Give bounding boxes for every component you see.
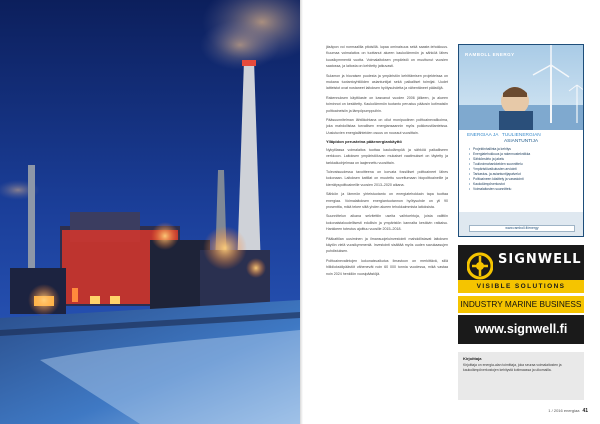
article-paragraph: Pääsuunnitelman lähtökohtana on ollut monipuolinen polttoainevalikoima, joka mahdollistaa turvallisen energiansaannin myös poikkeustilanteissa. Uusiutuvien energialähteiden osuus on noussut vuosittain. bbox=[326, 118, 448, 135]
article-paragraph: Polttoainevalintojen kokonaisvaikutus ilmastoon on merkittävä, sillä hiilidioksidipäästöt vähenevät noin 60 000 tonnia vuodessa, mikä vastaa noin 2024 henkilön vuosipäästöjä. bbox=[326, 258, 448, 276]
article-body bbox=[326, 44, 448, 416]
page-gutter bbox=[300, 0, 303, 424]
ramboll-heading-line: TUULIENERGIAN bbox=[501, 133, 541, 138]
article-paragraph: Pääkattilan uusiminen ja ilmansuojeluinvestointi mahdollistavat laitoksen käytön vielä vuosikymmeniä. Investointi sisältää myös uuden savukaasujen puhdistuksen. bbox=[326, 236, 448, 254]
list-item: • Sähkönsiirto ja jakelu bbox=[469, 157, 575, 162]
ramboll-heading-line: ASIANTUNTIJA bbox=[503, 139, 539, 144]
ramboll-service-list bbox=[459, 145, 583, 192]
list-item: • Projektinhallinta ja kehitys bbox=[469, 147, 575, 152]
article-paragraph: jäsäpon voi normaalilla pitoisillä. lupaa ominaisuus sekä saaste-tehokkuus. Kuumaa voimalaitos on tuottanut alueen kaukolämmön ja sähköä lähes kuusikymmentä vuotta. Voimalaitoksen ympäristö on muuttunut vuosien saatossa, ja laitosta on kehitetty jatkuvasti. bbox=[326, 45, 448, 69]
signwell-ad[interactable] bbox=[458, 245, 584, 344]
ramboll-heading-line: ENERGIAA JA bbox=[467, 133, 499, 138]
list-item: • Energiatehokkuus ja rakennustekniikka bbox=[469, 152, 575, 157]
article-paragraph: Nykytilassa voimalaitos tuottaa kaukolämpöä ja sähköä paikalliseen verkkoon. Laitoksen ympäristöluvan mukaiset vaatimukset on täytetty ja tarkkailuohjelmaa on laajennettu vuosittain. bbox=[326, 147, 448, 165]
ramboll-heading bbox=[459, 130, 583, 145]
list-item: • Tarkastus- ja asiantuntijapalvelut bbox=[469, 172, 575, 177]
signwell-header bbox=[458, 245, 584, 293]
signwell-logo-icon bbox=[467, 251, 493, 281]
article-paragraph: Sähkön ja lämmön yhteistuotanto on energiatehokkain tapa tuottaa energiaa. Voimalaitoksen energiantuotannon hyötysuhde on yli 90 prosenttia, mikä tekee siitä yhden alueen tehokkaimmista laitoksista. bbox=[326, 192, 448, 210]
ramboll-url-link[interactable]: www.ramboll.fi/energy bbox=[469, 225, 575, 232]
list-item: • Voimalaitosten suunnittelu bbox=[469, 187, 575, 192]
ramboll-brand: RAMBOLL ENERGY bbox=[465, 52, 515, 57]
signwell-url-link[interactable]: www.signwell.fi bbox=[458, 315, 584, 344]
author-box bbox=[458, 352, 584, 400]
author-text: Kirjoittaja on energia-alan toimittaja, joka seuraa voimalaitosten ja kaukolämpöverkostojen kehitystä kotimaassa ja ulkomailla. bbox=[463, 363, 562, 372]
ramboll-footer bbox=[459, 212, 583, 236]
folio-text: 1 / 2016 energiaa bbox=[548, 408, 580, 413]
signwell-industry: INDUSTRY MARINE BUSINESS bbox=[458, 296, 584, 313]
list-item: • Kaukolämpöverkostot bbox=[469, 182, 575, 187]
list-item: • Ympäristövaikutusten arviointi bbox=[469, 167, 575, 172]
wind-turbine-icon bbox=[459, 45, 583, 130]
page-folio bbox=[508, 408, 588, 414]
article-paragraph: Rakennuksen käyttöaste on kasvanut vuoden 2006 jälkeen, ja alueen toiminnot on keskitetty. Kaukolämmön tuotanto perustuu pääosin kotimaisiin polttoaineisiin ja lämpöpumppuihin. bbox=[326, 95, 448, 113]
article-subheading: Ylläpidon perusteina pääenergiankäyttö bbox=[326, 139, 402, 145]
page-number: 41 bbox=[582, 408, 588, 414]
article-paragraph: Sulamon ja hiovaisen puolesta ja ympäristön kehittämisen projekteissa on mukana tuotantoyhtiöiden asiantuntijat sekä paikalliset toimijat. Uudet laitteistot ovat nostaneet laitoksen hyötysuhdetta ja vähentäneet päästöjä. bbox=[326, 73, 448, 91]
signwell-name: SIGNWELL bbox=[498, 252, 582, 267]
signwell-tagline: VISIBLE SOLUTIONS bbox=[458, 280, 584, 293]
ramboll-ad-image bbox=[459, 45, 583, 130]
article-paragraph: Tulevaisuudessa tavoitteena on korvata fossiiliset polttoaineet lähes kokonaan. Laitoksen kattilat on muutettu soveltumaan biopolttoaineille ja kierrätyspolttoaineille vuosien 2013–2020 aikana. bbox=[326, 170, 448, 187]
author-heading: Kirjoittaja bbox=[463, 356, 482, 361]
ramboll-ad[interactable] bbox=[458, 44, 584, 237]
article-paragraph: Suunnittelun aikana selvitettiin useita vaihtoehtoja, joista valittiin kokonaistaloudellisesti edullisin ja ympäristön kannalta kestävin ratkaisu. Hankkeen toteutus ajoittuu vuosille 2015–2018. bbox=[326, 214, 448, 232]
list-item: • Tuulivoimahankkeiden suunnittelu bbox=[469, 162, 575, 167]
list-item: • Polttoaineen käsittely ja varastointi bbox=[469, 177, 575, 182]
